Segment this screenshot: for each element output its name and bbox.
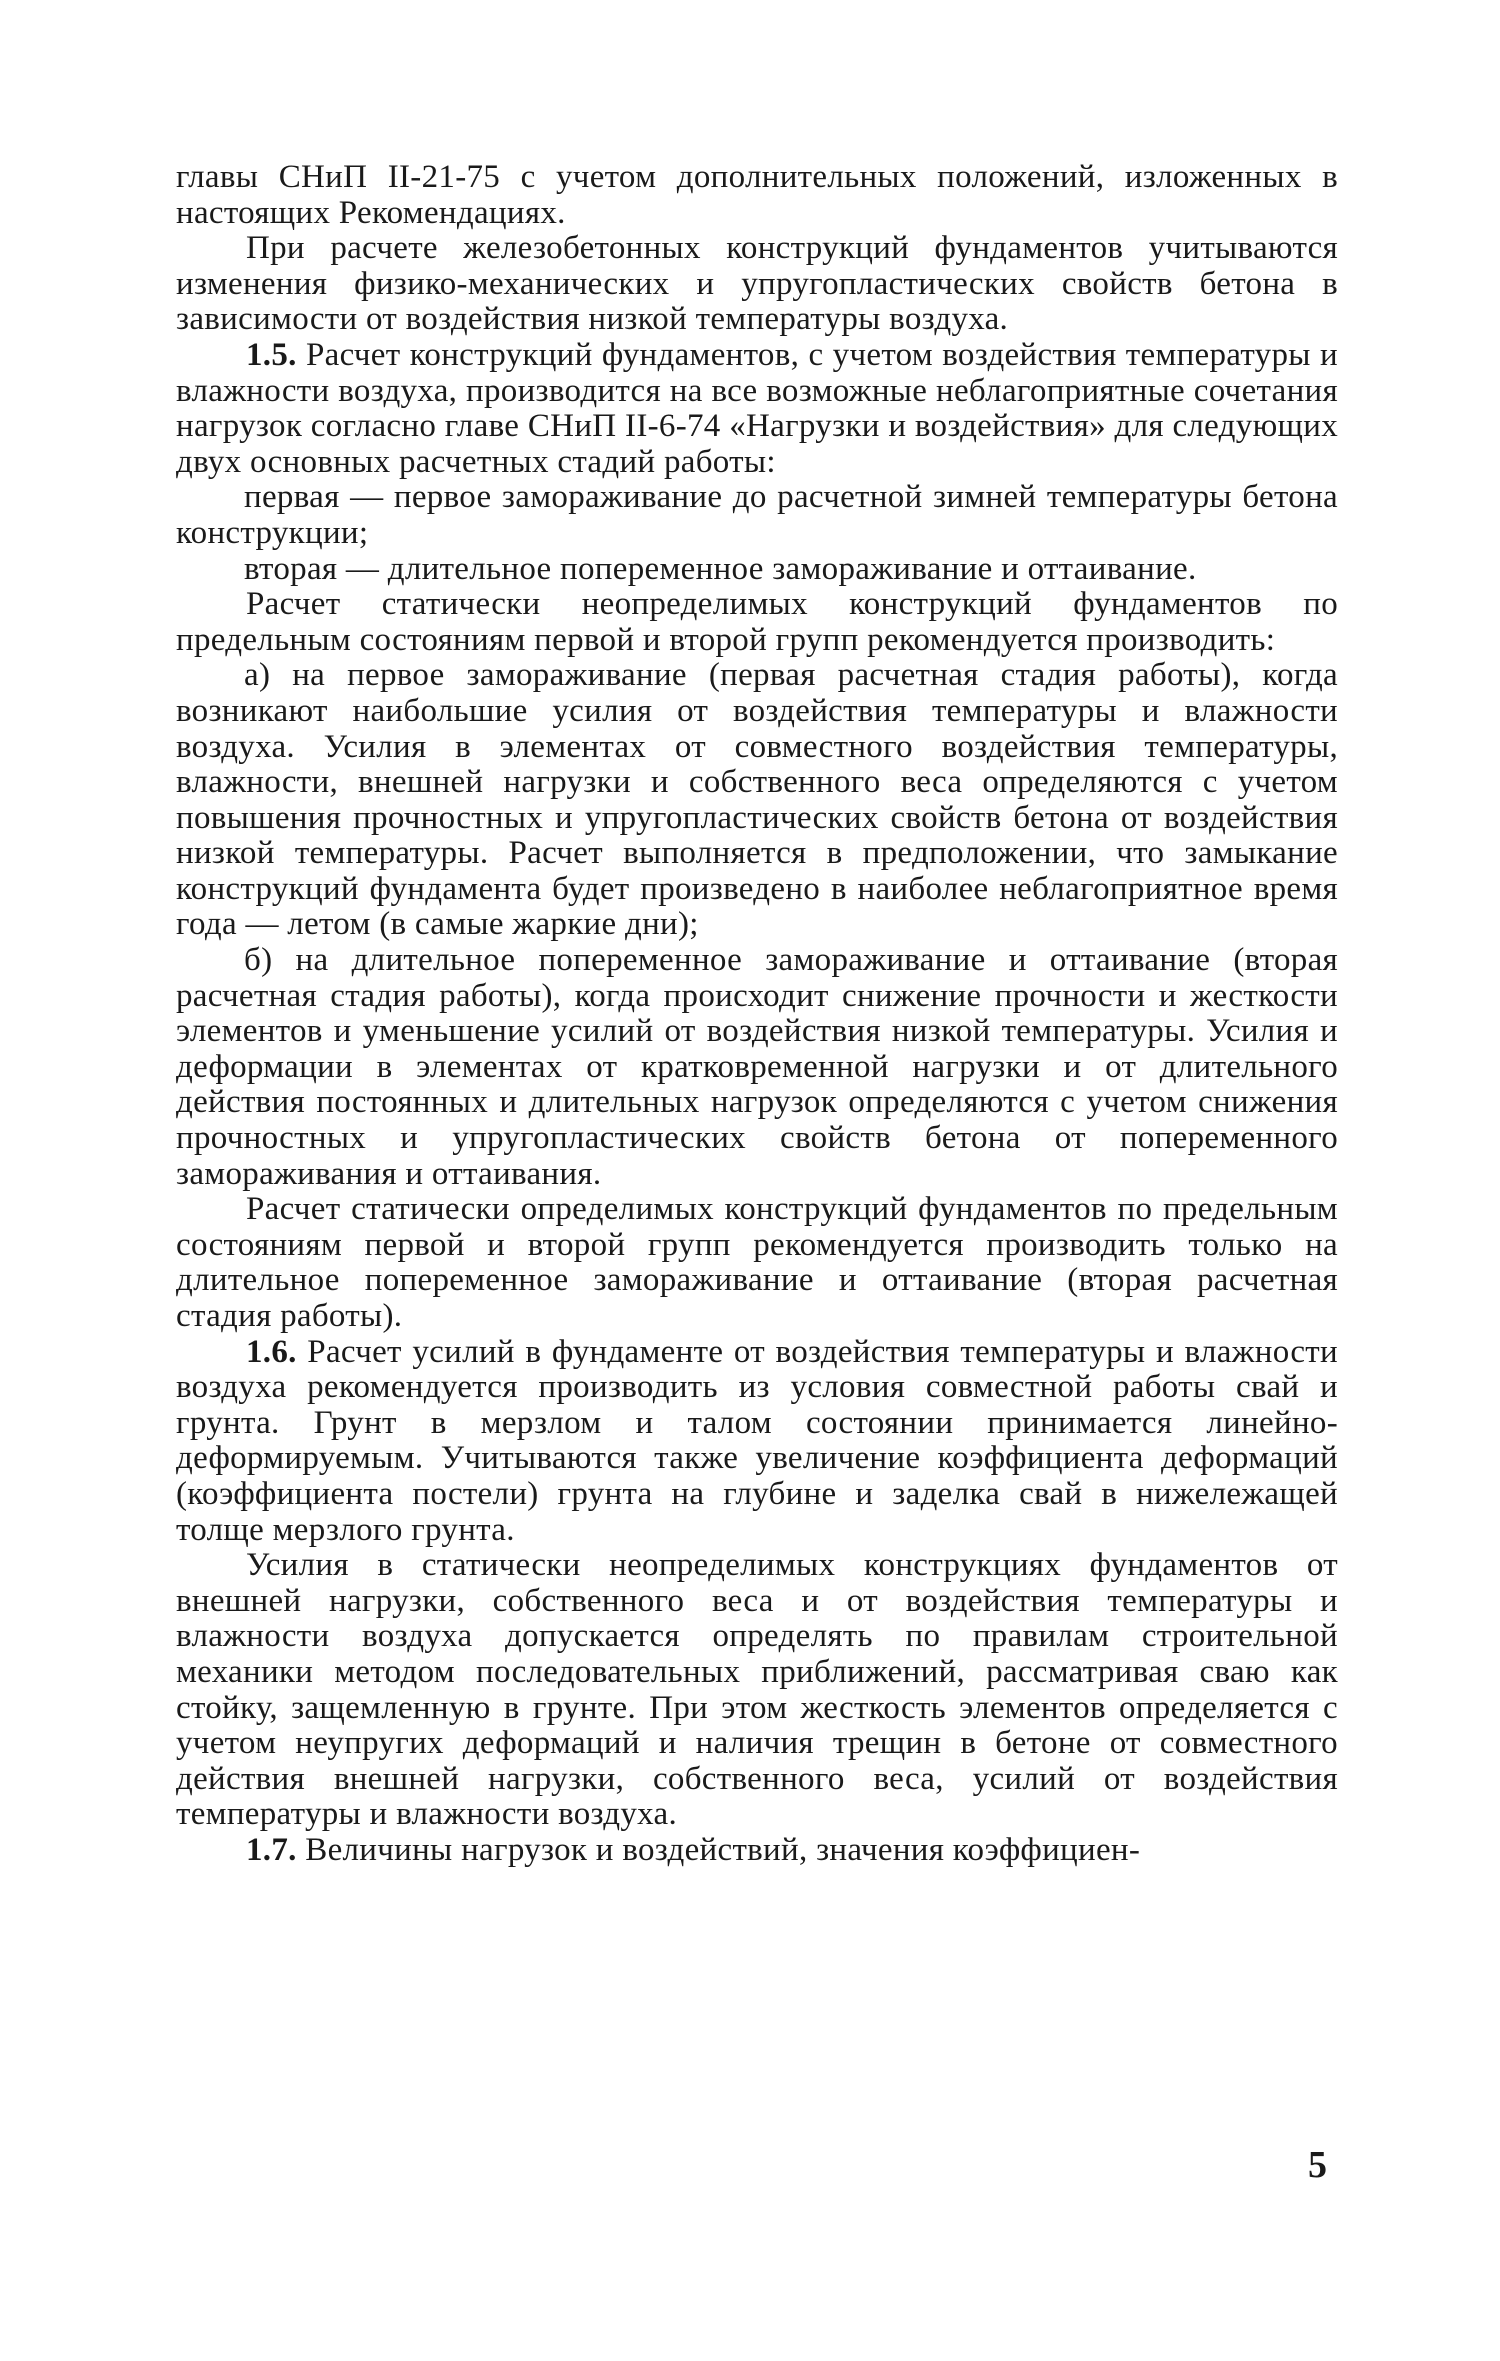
paragraph-1-6: 1.6. Расчет усилий в фундаменте от воздействия температуры и влажности воздуха рекомендуется производить из условия совместной работы свай и грунта. Грунт в мерзлом и талом состоянии принимается линейно-деформируемым. Учитываются также увеличение коэффициента деформаций (коэффициента постели) грунта на глубине и заделка свай в нижележащей толще мерзлого грунта. <box>176 1333 1338 1548</box>
paragraph-1-7: 1.7. Величины нагрузок и воздействий, значения коэффициен- <box>246 1831 1141 1868</box>
paragraph-determinate: Расчет статически определимых конструкций фундаментов по предельным состояниям первой и второй групп рекомендуется производить только на длительное попеременное замораживание и оттаивание (вторая расчетная стадия работы). <box>176 1191 1338 1334</box>
section-number: 1.6. <box>246 1333 297 1370</box>
paragraph-indeterminate: Расчет статически неопределимых конструкций фундаментов по предельным состояниям первой и второй групп рекомендуется производить: <box>176 586 1338 658</box>
paragraph-calc-concrete: При расчете железобетонных конструкций фундаментов учитываются изменения физико-механических и упругопластических свойств бетона в зависимости от воздействия низкой температуры воздуха. <box>176 230 1338 338</box>
page-body <box>176 160 1338 1869</box>
paragraph-intro: главы СНиП II-21-75 с учетом дополнительных положений, изложенных в настоящих Рекомендациях. <box>176 159 1338 231</box>
paragraph-stage-first: первая — первое замораживание до расчетной зимней температуры бетона конструкции; <box>176 479 1338 551</box>
paragraph-forces: Усилия в статически неопределимых конструкциях фундаментов от внешней нагрузки, собственного веса и от воздействия температуры и влажности воздуха допускается определять по правилам строительной механики методом последовательных приближений, рассматривая сваю как стойку, защемленную в грунте. При этом жесткость элементов определяется с учетом неупругих деформаций и наличия трещин в бетоне от совместного действия внешней нагрузки, собственного веса, усилий от воздействия температуры и влажности воздуха. <box>176 1547 1338 1833</box>
paragraph-stage-second: вторая — длительное попеременное замораживание и оттаивание. <box>244 550 1197 587</box>
paragraph-item-b: б) на длительное попеременное замораживание и оттаивание (вторая расчетная стадия работы), когда происходит снижение прочности и жесткости элементов и уменьшение усилий от воздействия низкой температуры. Усилия и деформации в элементах от кратковременной нагрузки и от длительного действия постоянных и длительных нагрузок определяются с учетом снижения прочностных и упругопластических свойств бетона от попеременного замораживания и оттаивания. <box>176 942 1338 1192</box>
section-number: 1.7. <box>246 1831 297 1868</box>
section-number: 1.5. <box>246 336 297 373</box>
page-number: 5 <box>1308 2144 1327 2186</box>
paragraph-1-5: 1.5. Расчет конструкций фундаментов, с учетом воздействия температуры и влажности воздуха, производится на все возможные неблагоприятные сочетания нагрузок согласно главе СНиП II-6-74 «Нагрузки и воздействия» для следующих двух основных расчетных стадий работы: <box>176 336 1338 480</box>
paragraph-item-a: а) на первое замораживание (первая расчетная стадия работы), когда возникают наибольшие усилия от воздействия температуры и влажности воздуха. Усилия в элементах от совместного воздействия температуры, влажности, внешней нагрузки и собственного веса определяются с учетом повышения прочностных и упругопластических свойств бетона от воздействия низкой температуры. Расчет выполняется в предположении, что замыкание конструкций фундамента будет произведено в наиболее неблагоприятное время года — летом (в самые жаркие дни); <box>176 657 1338 943</box>
